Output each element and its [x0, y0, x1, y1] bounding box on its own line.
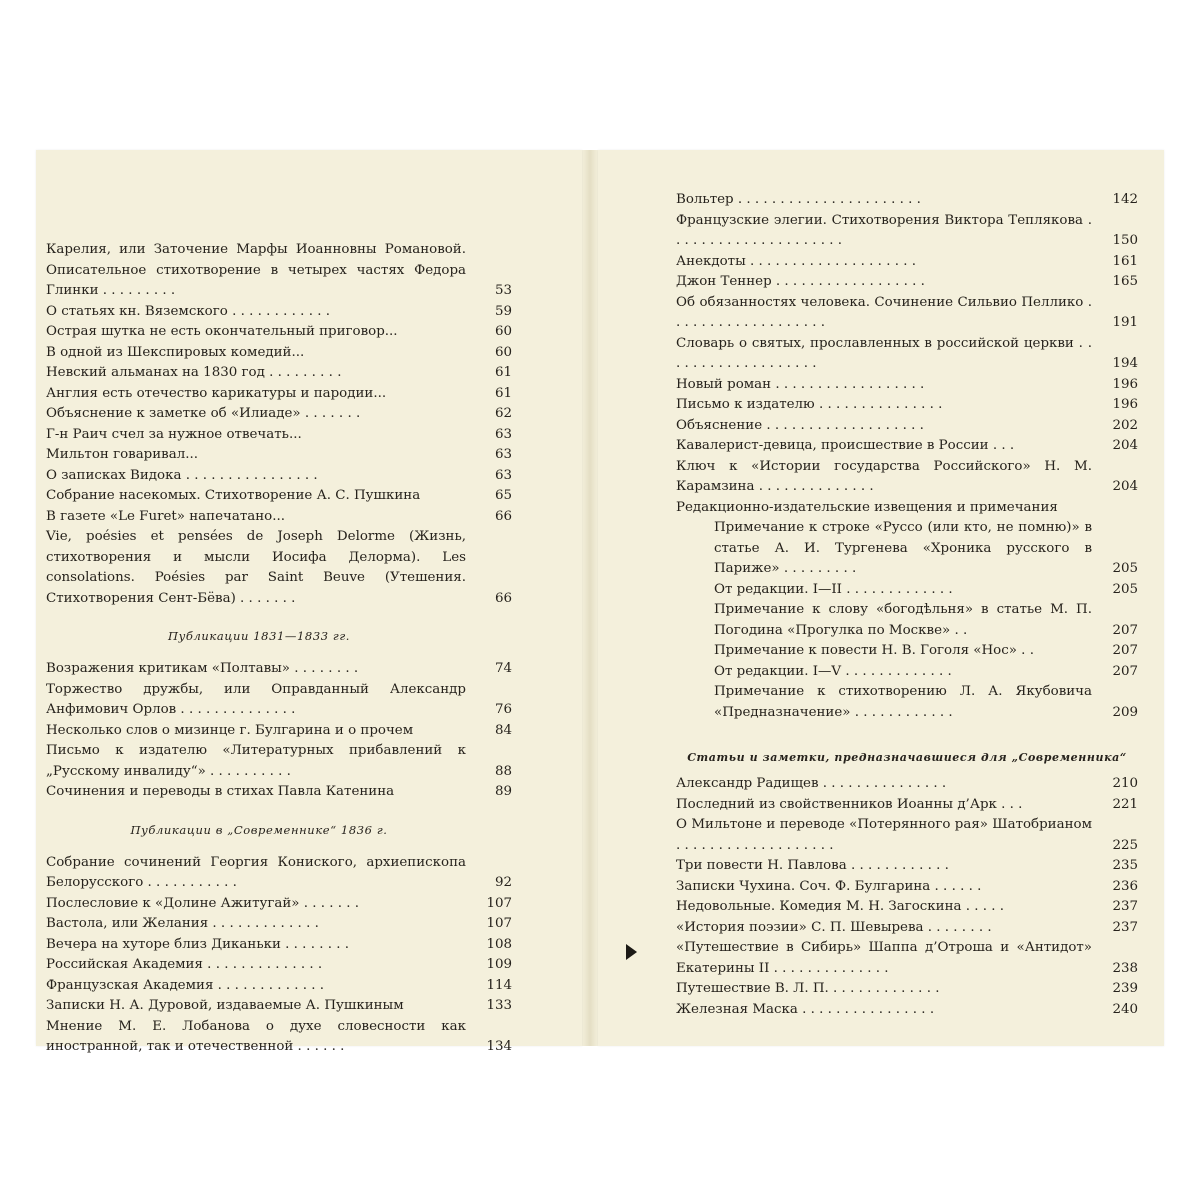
toc-entry — [46, 680, 512, 721]
toc-entry-title: Кавалерист-девица, происшествие в России . . . — [676, 438, 1015, 453]
toc-entry — [46, 659, 512, 680]
toc-entry-title: Мнение М. Е. Лобанова о духе словесности как иностранной, так и отечественной . . . . . . — [46, 1018, 466, 1054]
toc-entry — [46, 527, 512, 609]
toc-entry-page: 61 — [494, 365, 512, 380]
toc-entry-title: Три повести Н. Павлова . . . . . . . . . . . . — [676, 858, 949, 873]
toc-entry — [46, 363, 512, 384]
toc-entry — [46, 343, 512, 364]
left-page — [36, 150, 582, 1054]
toc-entry — [46, 384, 512, 405]
toc-entry-page: 107 — [486, 895, 512, 911]
toc-entry-title: Англия есть отечество карикатуры и пародии... — [46, 385, 387, 401]
toc-entry-title: Записки Чухина. Соч. Ф. Булгарина . . . . . . — [676, 878, 982, 894]
toc-entry — [676, 938, 1138, 979]
toc-entry-title: Объяснение к заметке об «Илиаде» . . . . . . . — [46, 406, 361, 421]
section-heading: Статьи и заметки, предназначавшиеся для „Современника“ — [687, 751, 1127, 764]
toc-entry — [46, 955, 512, 976]
toc-entry-title: Французские элегии. Стихотворения Виктора Теплякова . . . . . . . . . . . . . . . . . . . . . — [676, 212, 1092, 248]
toc-entry-page: 134 — [486, 1039, 512, 1054]
toc-entry-title: Железная Маска . . . . . . . . . . . . . . . . — [676, 1001, 935, 1017]
toc-entry — [676, 774, 1138, 795]
toc-entry-page: 205 — [1112, 561, 1138, 576]
toc-entry — [676, 293, 1138, 334]
toc-entry — [676, 662, 1138, 683]
toc-entry-title: Александр Радищев . . . . . . . . . . . . . . . — [676, 776, 947, 791]
toc-entry-title: Послесловие к «Долине Ажитугай» . . . . . . . — [46, 895, 360, 911]
toc-entry — [46, 302, 512, 323]
toc-entry-title: Об обязанностях человека. Сочинение Сильвио Пеллико . . . . . . . . . . . . . . . . . . . — [676, 294, 1092, 330]
toc-entry-page: 191 — [1112, 315, 1138, 330]
toc-entry-page: 207 — [1112, 663, 1138, 679]
toc-entry-page: 204 — [1112, 479, 1138, 494]
toc-entry-page: 238 — [1112, 960, 1138, 976]
toc-entry — [676, 334, 1138, 375]
book-spine — [582, 150, 598, 1046]
toc-entry — [46, 486, 512, 507]
toc-entry-page: 239 — [1112, 981, 1138, 996]
toc-entry-title: Невский альманах на 1830 год . . . . . . . . . — [46, 365, 342, 380]
toc-entry — [676, 375, 1138, 396]
toc-entry — [676, 580, 1138, 601]
toc-entry-page: 66 — [494, 590, 512, 606]
toc-entry-title: Собрание насекомых. Стихотворение А. С. Пушкина — [46, 488, 421, 503]
toc-entry-title: От редакции. I—II . . . . . . . . . . . . . — [714, 581, 953, 597]
toc-entry-page: 210 — [1112, 776, 1138, 791]
toc-entry-page: 76 — [494, 702, 512, 717]
toc-entry-title: Последний из свойственников Иоанны д’Арк . . . — [676, 796, 1023, 812]
toc-entry — [46, 404, 512, 425]
toc-entry-page: 225 — [1112, 837, 1138, 853]
toc-entry-title: Сочинения и переводы в стихах Павла Катенина — [46, 784, 395, 799]
toc-entry — [46, 721, 512, 742]
toc-entry-title: О записках Видока . . . . . . . . . . . . . . . . — [46, 467, 318, 483]
toc-entry-title: В газете «Le Furet» напечатано... — [46, 508, 285, 524]
toc-entry — [46, 507, 512, 528]
toc-entry-page: 63 — [494, 467, 512, 483]
toc-entry-page: 60 — [494, 324, 512, 339]
toc-entry-page: 194 — [1112, 356, 1138, 371]
toc-entry-title: Vie, poésies et pensées de Joseph Delorme (Жизнь, стихотворения и мысли Иосифа Делорма). Les consolations. Poésies par Saint Beuve (Утешения. Стихотворения Сент-Бёва) . . . . . . . — [46, 529, 466, 606]
toc-entry-title: «Путешествие в Сибирь» Шаппа д’Отроша и «Антидот» Екатерины II . . . . . . . . . . . . . . — [676, 940, 1092, 976]
toc-entry-page: 84 — [494, 722, 512, 738]
toc-entry-title: Острая шутка не есть окончательный приговор... — [46, 324, 398, 339]
toc-entry — [676, 252, 1138, 273]
toc-entry-title: Вольтер . . . . . . . . . . . . . . . . . . . . . . — [676, 192, 921, 207]
toc-entry-page: 61 — [494, 385, 512, 401]
toc-entry — [676, 815, 1138, 856]
section-heading: Публикации 1831—1833 гг. — [167, 629, 351, 643]
toc-entry-page: 161 — [1112, 253, 1138, 269]
toc-entry — [676, 918, 1138, 939]
toc-entry — [676, 682, 1138, 723]
toc-entry-title: Примечание к строке «Руссо (или кто, не помню)» в статье А. И. Тургенева «Хроника русского в Париже» . . . . . . . . . — [714, 520, 1092, 576]
toc-entry-page: 207 — [1112, 643, 1138, 658]
right-page — [598, 150, 1164, 1046]
toc-entry — [676, 600, 1138, 641]
toc-entry — [46, 914, 512, 935]
toc-entry-page: 142 — [1112, 192, 1138, 207]
toc-entry-page: 89 — [494, 784, 512, 799]
toc-entry — [46, 425, 512, 446]
toc-entry — [46, 466, 512, 487]
toc-entry-page: 205 — [1112, 581, 1138, 597]
toc-entry-title: Российская Академия . . . . . . . . . . . . . . — [46, 957, 323, 972]
toc-entry — [676, 395, 1138, 416]
toc-entry — [676, 190, 1138, 211]
toc-entry-title: Путешествие В. Л. П. . . . . . . . . . . . . . — [676, 981, 940, 996]
toc-list-b — [676, 774, 1138, 1020]
toc-entry — [676, 518, 1138, 580]
toc-entry-title: Редакционно-издательские извещения и примечания — [676, 499, 1058, 515]
toc-entry-title: Г-н Раич счел за нужное отвечать... — [46, 426, 302, 442]
toc-entry-title: Примечание к слову «богодѣльня» в статье М. П. Погодина «Прогулка по Москве» . . — [714, 602, 1092, 638]
toc-entry-title: Возражения критикам «Полтавы» . . . . . . . . — [46, 661, 359, 676]
toc-entry-title: «История поэзии» С. П. Шевырева . . . . . . . . — [676, 919, 992, 935]
toc-entry-page: 204 — [1112, 438, 1138, 453]
toc-entry — [46, 894, 512, 915]
toc-entry-title: Недовольные. Комедия М. Н. Загоскина . . . . . — [676, 899, 1005, 914]
toc-entry-page: 196 — [1112, 376, 1138, 392]
toc-entry — [676, 641, 1138, 662]
toc-entry-page: 63 — [494, 426, 512, 442]
toc-entry — [676, 498, 1138, 519]
toc-entry — [46, 976, 512, 997]
section-heading: Публикации в „Современнике“ 1836 г. — [130, 822, 388, 837]
toc-entry-page: 240 — [1112, 1001, 1138, 1017]
toc-entry-page: 107 — [486, 916, 512, 931]
toc-entry-title: О статьях кн. Вяземского . . . . . . . . . . . . — [46, 303, 330, 319]
toc-entry-title: Несколько слов о мизинце г. Булгарина и о прочем — [46, 722, 414, 738]
toc-entry-title: Словарь о святых, прославленных в российской церкви . . . . . . . . . . . . . . . . . . . — [676, 335, 1092, 371]
toc-entry — [676, 457, 1138, 498]
toc-entry-title: Анекдоты . . . . . . . . . . . . . . . . . . . . — [676, 253, 916, 269]
toc-entry — [46, 996, 512, 1017]
toc-entry — [676, 795, 1138, 816]
toc-entry-title: Примечание к стихотворению Л. А. Якубовича «Предназначение» . . . . . . . . . . . . — [714, 684, 1092, 720]
toc-entry — [46, 782, 512, 803]
toc-entry-title: Письмо к издателю «Литературных прибавлений к „Русскому инвалиду“» . . . . . . . . . . — [46, 743, 466, 779]
toc-entry-page: 235 — [1112, 858, 1138, 873]
toc-entry — [676, 856, 1138, 877]
toc-entry-page: 209 — [1112, 704, 1138, 720]
toc-entry-page: 114 — [486, 977, 512, 993]
toc-entry-page: 221 — [1112, 796, 1138, 812]
toc-entry-page: 196 — [1112, 397, 1138, 412]
toc-entry-title: Торжество дружбы, или Оправданный Александр Анфимович Орлов . . . . . . . . . . . . . . — [46, 681, 466, 717]
toc-entry-title: Собрание сочинений Георгия Кониского, архиепископа Белорусского . . . . . . . . . . . — [46, 854, 466, 890]
toc-entry-title: В одной из Шекспировых комедий... — [46, 344, 305, 360]
toc-entry — [676, 877, 1138, 898]
toc-entry-title: Французская Академия . . . . . . . . . . . . . — [46, 977, 325, 993]
toc-entry-page: 165 — [1112, 274, 1138, 289]
toc-entry — [676, 1000, 1138, 1021]
toc-list-a — [676, 190, 1138, 518]
toc-entry-page: 237 — [1112, 899, 1138, 914]
toc-entry-page: 66 — [494, 508, 512, 524]
toc-entry-title: Ключ к «Истории государства Российского» Н. М. Карамзина . . . . . . . . . . . . . . — [676, 458, 1092, 494]
toc-entry-title: Карелия, или Заточение Марфы Иоанновны Романовой. Описательное стихотворение в четырех частях Федора Глинки . . . . . . . . . — [46, 242, 466, 298]
toc-entry-title: Мильтон говаривал... — [46, 447, 198, 462]
toc-entry — [676, 416, 1138, 437]
toc-entry-page: 59 — [494, 303, 512, 319]
toc-entry-title: Записки Н. А. Дуровой, издаваемые А. Пушкиным — [46, 998, 404, 1013]
toc-entry-title: Джон Теннер . . . . . . . . . . . . . . . . . . — [676, 274, 925, 289]
toc-entry — [46, 741, 512, 782]
toc-entry-page: 92 — [494, 875, 512, 890]
toc-entry — [46, 853, 512, 894]
toc-entry — [676, 979, 1138, 1000]
toc-entry — [46, 240, 512, 302]
toc-entry-page: 207 — [1112, 622, 1138, 638]
toc-entry-page: 237 — [1112, 919, 1138, 935]
toc-list-b — [46, 659, 512, 803]
toc-entry-page: 109 — [486, 957, 512, 972]
toc-entry-page: 65 — [494, 488, 512, 503]
toc-entry-title: Объяснение . . . . . . . . . . . . . . . . . . . — [676, 417, 924, 433]
toc-entry-page: 88 — [494, 763, 512, 779]
toc-entry — [676, 436, 1138, 457]
toc-entry — [46, 445, 512, 466]
toc-entry-title: Примечание к повести Н. В. Гоголя «Нос» . . — [714, 643, 1034, 658]
toc-entry-title: От редакции. I—V . . . . . . . . . . . . . — [714, 663, 952, 679]
toc-list-a — [46, 240, 512, 609]
toc-entry-page: 236 — [1112, 878, 1138, 894]
toc-entry-page: 150 — [1112, 233, 1138, 248]
toc-entry-page: 53 — [494, 283, 512, 298]
toc-entry-title: Новый роман . . . . . . . . . . . . . . . . . . — [676, 376, 925, 392]
toc-entry — [46, 935, 512, 956]
toc-entry-page: 133 — [486, 998, 512, 1013]
toc-entry-page: 202 — [1112, 417, 1138, 433]
toc-entry-title: Вечера на хуторе близ Диканьки . . . . . . . . — [46, 936, 350, 952]
toc-entry-page: 74 — [494, 661, 512, 676]
toc-entry-page: 108 — [486, 936, 512, 952]
toc-entry-page: 63 — [494, 447, 512, 462]
toc-entry-page: 60 — [494, 344, 512, 360]
toc-entry — [46, 322, 512, 343]
toc-list-c — [46, 853, 512, 1058]
toc-entry-title: Вастола, или Желания . . . . . . . . . . . . . — [46, 916, 319, 931]
toc-entry — [676, 211, 1138, 252]
toc-entry-title: О Мильтоне и переводе «Потерянного рая» Шатобрианом . . . . . . . . . . . . . . . . . . . — [676, 817, 1092, 853]
toc-list-sub — [676, 518, 1138, 723]
bookmark-arrow-icon — [626, 944, 637, 960]
toc-entry — [676, 897, 1138, 918]
toc-entry — [676, 272, 1138, 293]
toc-entry-page: 62 — [494, 406, 512, 421]
toc-entry — [46, 1017, 512, 1058]
toc-entry-title: Письмо к издателю . . . . . . . . . . . . . . . — [676, 397, 943, 412]
